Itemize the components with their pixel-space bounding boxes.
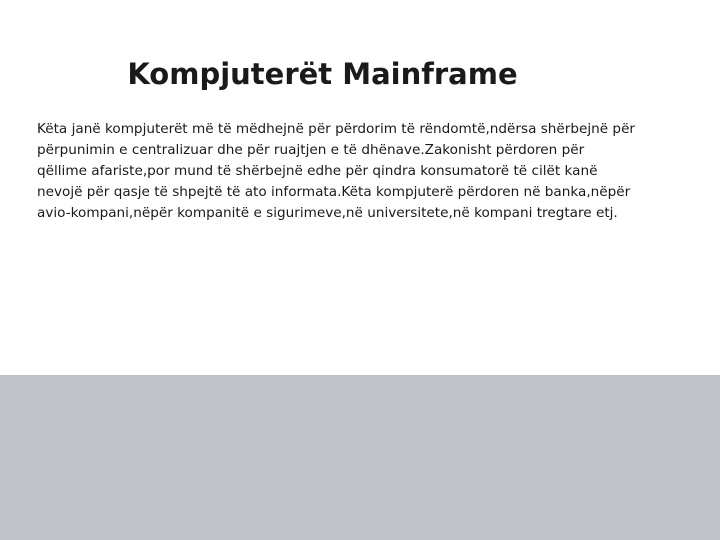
- footer-band: [0, 375, 720, 540]
- slide-body-text: Këta janë kompjuterët më të mëdhejnë për përdorim të rëndomtë,ndërsa shërbejnë për përpunimin e centralizuar dhe për ruajtjen e të dhënave.Zakonisht përdoren për qëllime afariste,por mund të shërbejnë edhe për qindra konsumatorë të cilët kanë nevojë për qasje të shpejtë të ato informata.Këta kompjuterë përdoren në banka,nëpër avio-kompani,nëpër kompanitë e sigurimeve,në universitete,në kompani tregtare etj.: [37, 121, 636, 221]
- slide-title: Kompjuterët Mainframe: [127, 57, 518, 92]
